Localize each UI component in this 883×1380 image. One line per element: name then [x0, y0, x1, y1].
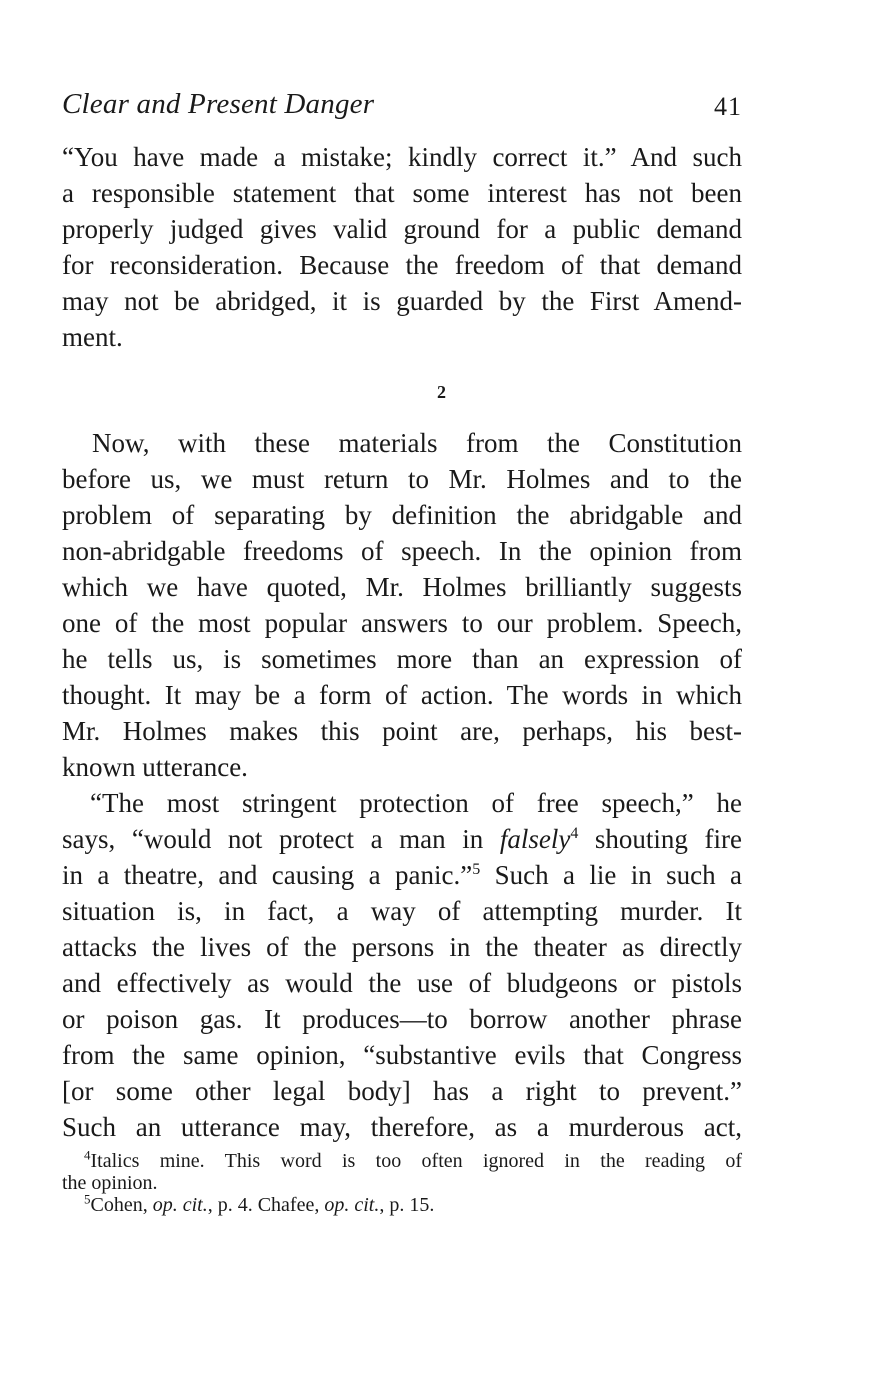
text-line: before us, we must return to Mr. Holmes and to the [62, 464, 742, 494]
running-head [62, 88, 742, 128]
text-line: Mr. Holmes makes this point are, perhaps, his best- [62, 716, 742, 746]
text-line: ment. [62, 322, 123, 352]
text-line: situation is, in fact, a way of attempting murder. It [62, 896, 742, 926]
footnote-text: Cohen, [90, 1194, 153, 1216]
page-number: 41 [714, 92, 742, 121]
running-head-title: Clear and Present Danger [62, 88, 375, 120]
text-segment: Such a lie in such a [480, 860, 742, 890]
paragraph-now-with [62, 425, 742, 785]
text-line: problem of separating by definition the abridgable and [62, 500, 742, 530]
citation-italic: op. cit. [324, 1194, 380, 1216]
text-line: properly judged gives valid ground for a public demand [62, 214, 742, 244]
text-line: Now, with these materials from the Constitution [92, 428, 742, 458]
text-line: or poison gas. It produces—to borrow another phrase [62, 1004, 742, 1034]
text-line [62, 821, 742, 857]
text-line: a responsible statement that some interest has not been [62, 178, 742, 208]
footnote-text: , p. 15. [379, 1194, 435, 1216]
text-line: known utterance. [62, 752, 248, 782]
text-line: non-abridgable freedoms of speech. In the opinion from [62, 536, 742, 566]
text-line: attacks the lives of the persons in the theater as directly [62, 932, 742, 962]
text-line: “The most stringent protection of free speech,” he [90, 788, 742, 818]
text-line: may not be abridged, it is guarded by the First Amend- [62, 286, 742, 316]
text-line: and effectively as would the use of bludgeons or pistols [62, 968, 742, 998]
text-line: thought. It may be a form of action. The words in which [62, 680, 742, 710]
footnotes [62, 1147, 742, 1216]
paragraph-continued [62, 139, 742, 355]
footnote-text: Italics mine. This word is too often ignored in the reading of [90, 1150, 742, 1172]
text-line: “You have made a mistake; kindly correct it.” And such [62, 142, 742, 172]
citation-italic: op. cit. [152, 1194, 208, 1216]
text-segment: in a theatre, and causing a panic.” [62, 860, 473, 890]
footnote-ref-4: 4 [570, 825, 579, 842]
text-line: from the same opinion, “substantive evils that Congress [62, 1040, 742, 1070]
text-segment: says, “would not protect a man in [62, 824, 500, 854]
text-line: [or some other legal body] has a right to prevent.” [62, 1076, 742, 1106]
text-line [62, 857, 742, 893]
footnote-5 [62, 1191, 742, 1216]
text-line: Such an utterance may, therefore, as a murderous act, [62, 1112, 742, 1142]
text-line: for reconsideration. Because the freedom of that demand [62, 250, 742, 280]
text-line: one of the most popular answers to our problem. Speech, [62, 608, 742, 638]
footnote-text: , p. 4. Chafee, [207, 1194, 325, 1216]
footnote-4 [62, 1147, 742, 1172]
section-number: 2 [437, 382, 446, 402]
footnote-ref-5: 5 [472, 861, 481, 878]
text-line: he tells us, is sometimes more than an expression of [62, 644, 742, 674]
text-segment: shouting fire [578, 824, 742, 854]
text-line: which we have quoted, Mr. Holmes brilliantly suggests [62, 572, 742, 602]
footnote-mark: 4 [84, 1147, 91, 1163]
footnote-4-continued: the opinion. [62, 1172, 158, 1194]
italic-word: falsely [499, 824, 571, 854]
footnote-mark: 5 [84, 1191, 91, 1207]
paragraph-most-stringent [62, 785, 742, 1145]
